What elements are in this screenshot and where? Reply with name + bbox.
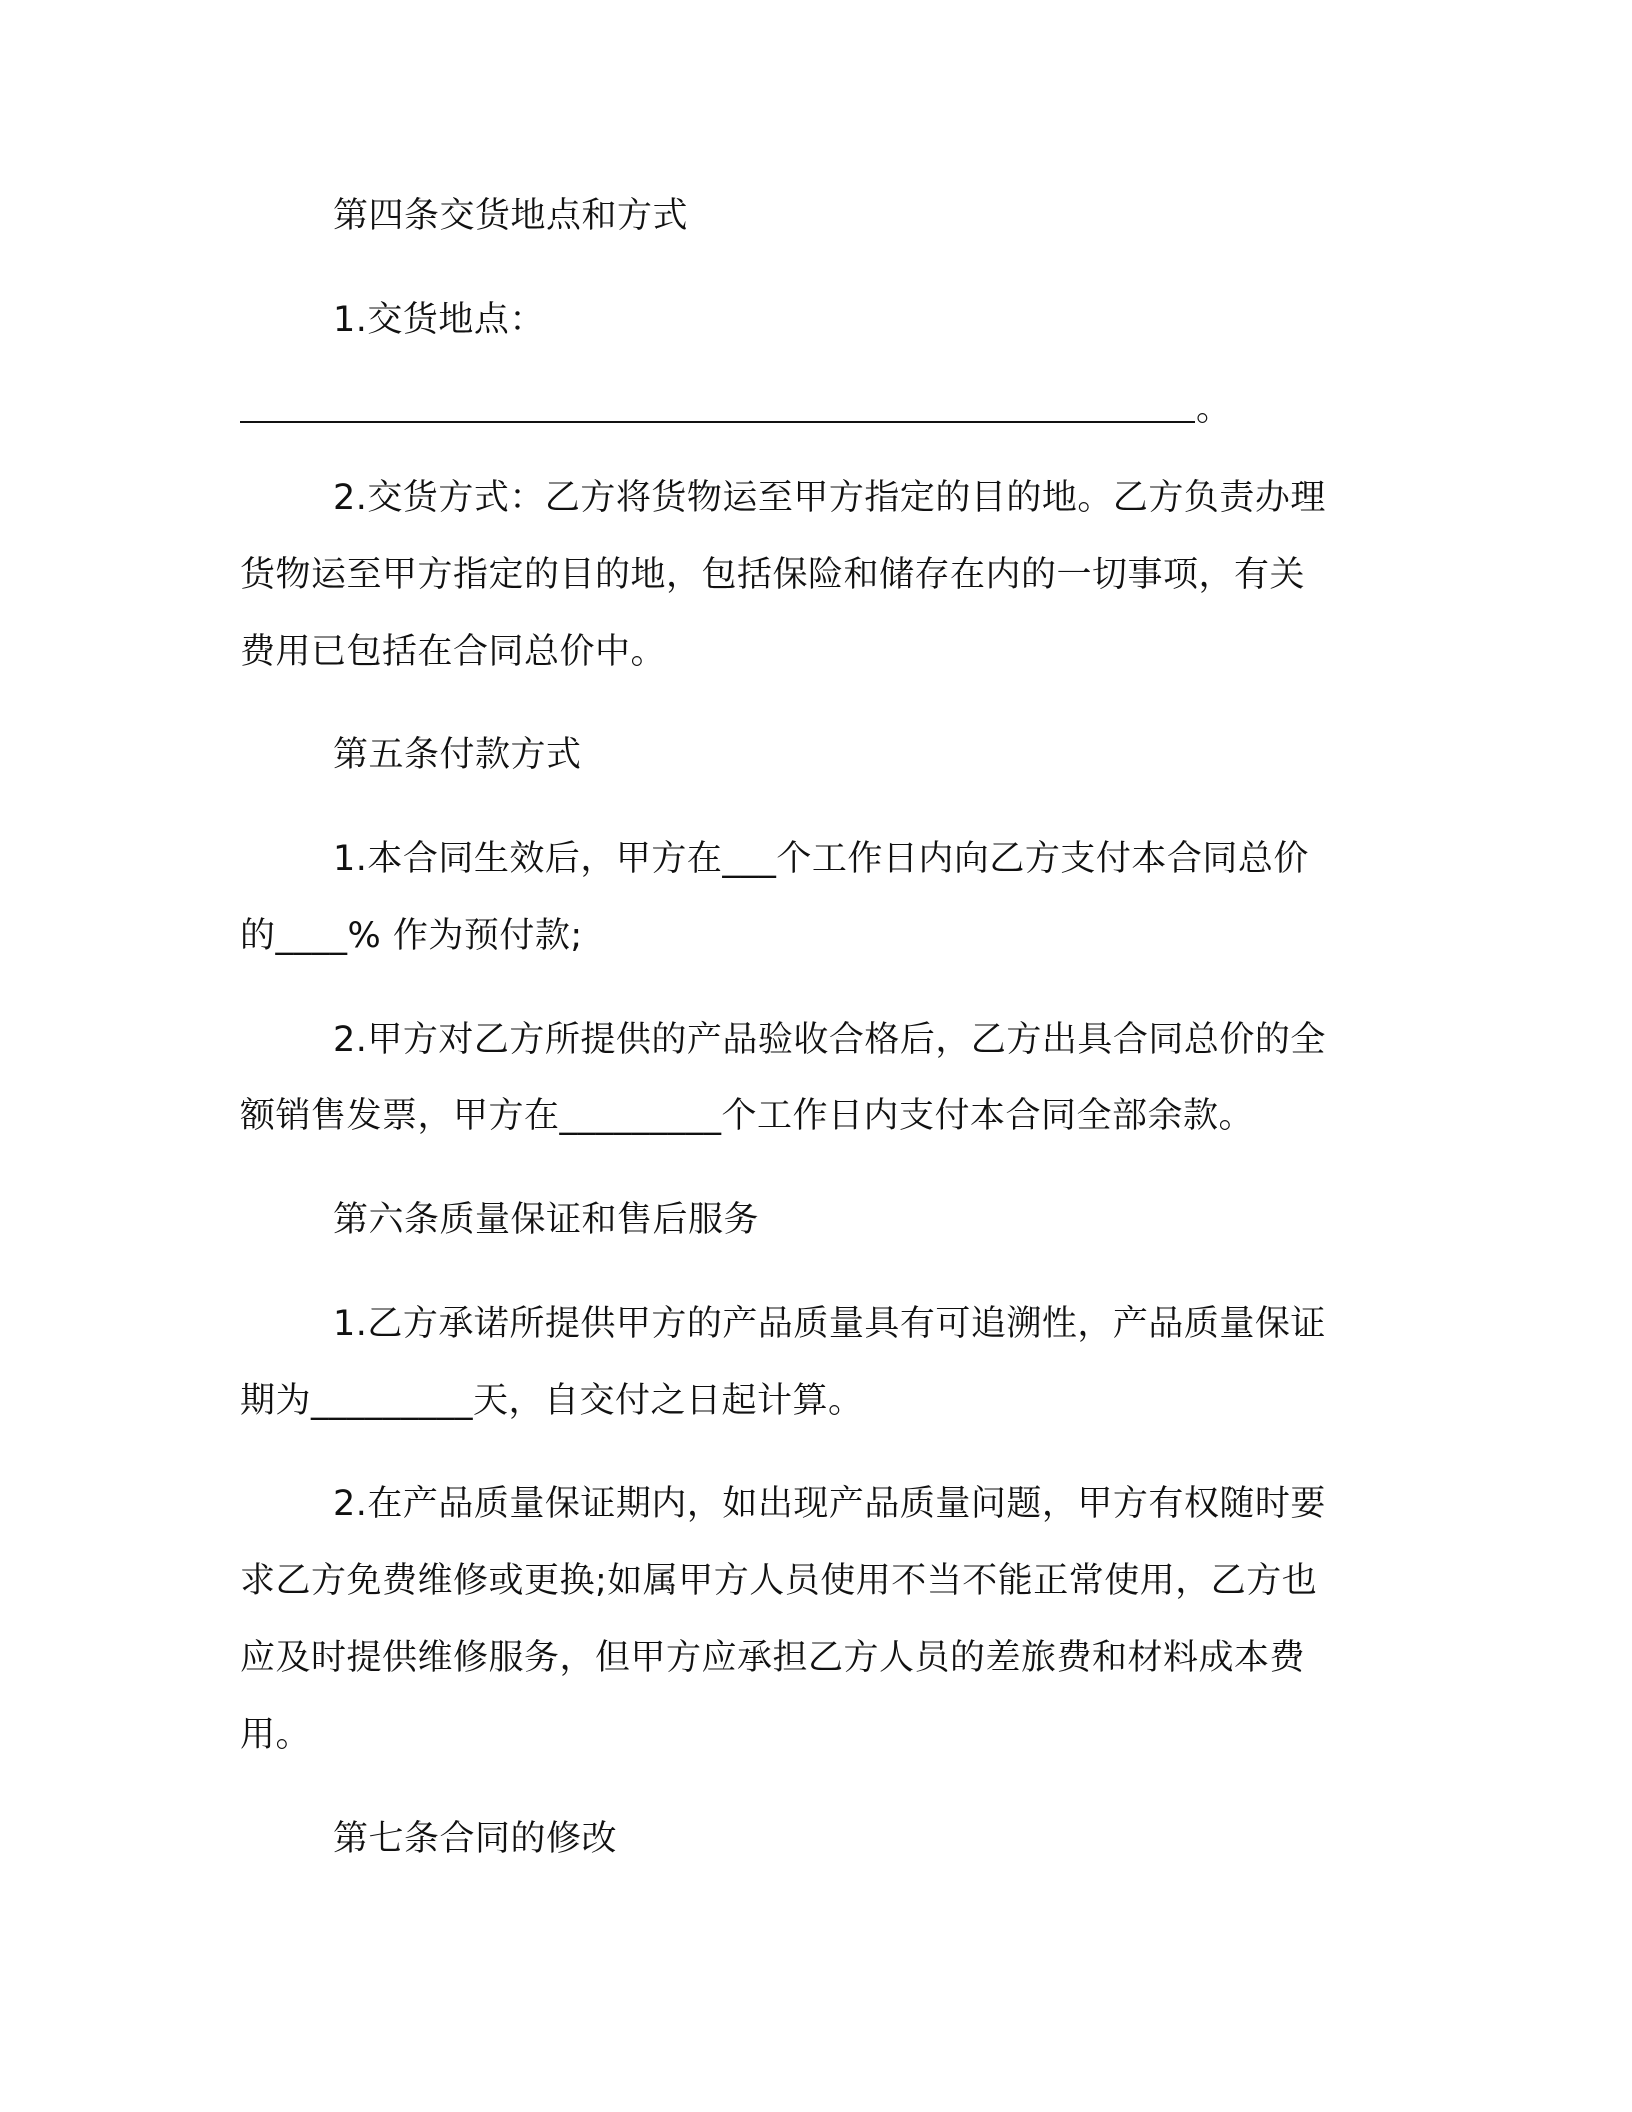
article7-heading: 第七条合同的修改	[333, 1819, 618, 1859]
article6-item2-line4: 用。	[240, 1715, 312, 1755]
article6-item1-line2: 期为_________天，自交付之日起计算。	[240, 1381, 864, 1421]
article5-item2-line2: 额销售发票，甲方在_________个工作日内支付本合同全部余款。	[240, 1096, 1255, 1136]
article6-item2-line2: 求乙方免费维修或更换;如属甲方人员使用不当不能正常使用，乙方也	[240, 1561, 1318, 1601]
article6-item2-line1: 2.在产品质量保证期内，如出现产品质量问题，甲方有权随时要	[333, 1484, 1326, 1524]
article4-heading: 第四条交货地点和方式	[333, 196, 689, 236]
article6-heading: 第六条质量保证和售后服务	[333, 1200, 760, 1240]
article4-item2-line3: 费用已包括在合同总价中。	[240, 632, 667, 672]
article5-item1-line1: 1.本合同生效后，甲方在___个工作日内向乙方支付本合同总价	[333, 839, 1309, 879]
article5-item2-line1: 2.甲方对乙方所提供的产品验收合格后，乙方出具合同总价的全	[333, 1020, 1326, 1060]
fill-in-underline	[240, 421, 1195, 423]
delivery-location-blank	[240, 389, 1232, 429]
article4-item2-line2: 货物运至甲方指定的目的地，包括保险和储存在内的一切事项，有关	[240, 555, 1306, 595]
article5-heading: 第五条付款方式	[333, 735, 582, 775]
article4-item1: 1.交货地点：	[333, 300, 545, 340]
article5-item1-line2: 的____% 作为预付款;	[240, 916, 583, 956]
article6-item2-line3: 应及时提供维修服务，但甲方应承担乙方人员的差旅费和材料成本费	[240, 1638, 1306, 1678]
article6-item1-line1: 1.乙方承诺所提供甲方的产品质量具有可追溯性，产品质量保证	[333, 1304, 1326, 1344]
blank-end-punctuation: 。	[1196, 389, 1232, 429]
article4-item2-line1: 2.交货方式：乙方将货物运至甲方指定的目的地。乙方负责办理	[333, 478, 1326, 518]
